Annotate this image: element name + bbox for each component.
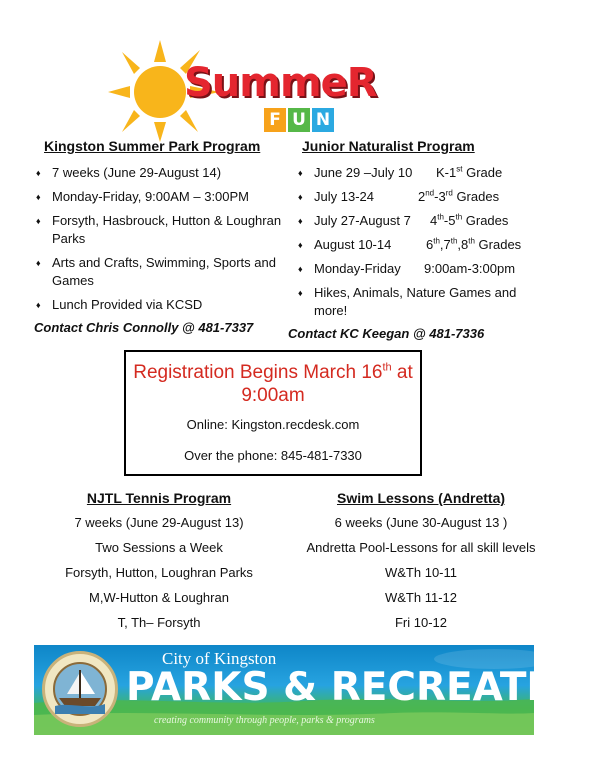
list-item: ♦ Hikes, Animals, Nature Games and more! [296, 284, 551, 320]
naturalist-date: Monday-Friday [314, 261, 401, 276]
park-program-contact: Contact Chris Connolly @ 481-7337 [34, 320, 254, 335]
park-program-section [34, 138, 284, 335]
list-item: W&Th 11-12 [384, 590, 457, 605]
naturalist-date: June 29 –July 10 [314, 165, 413, 180]
swim-section [286, 490, 556, 639]
registration-online[interactable]: Online: Kingston.recdesk.com [186, 417, 360, 432]
city-seal-icon [42, 651, 118, 727]
summer-fun-logo [112, 40, 442, 140]
naturalist-section [288, 138, 551, 341]
banner-title: PARKS & RECREATION [126, 665, 607, 710]
list-item [296, 260, 551, 278]
banner-city-name: City of Kingston [162, 649, 277, 668]
list-item: Andretta Pool-Lessons for all skill levels [306, 540, 536, 555]
parks-recreation-banner [34, 645, 607, 735]
list-item: T, Th– Forsyth [117, 615, 201, 630]
list-item: 7 weeks (June 29-August 13) [74, 515, 244, 530]
banner-tagline: creating community through people, parks & programs [154, 715, 375, 726]
naturalist-title: Junior Naturalist Program [302, 138, 475, 154]
logo-fun-tiles [264, 108, 334, 132]
list-item: ♦ Forsyth, Hasbrouck, Hutton & Loughran Parks [34, 212, 284, 248]
list-item: W&Th 10-11 [384, 565, 457, 580]
list-item: Forsyth, Hutton, Loughran Parks [65, 565, 253, 580]
naturalist-grade: 6th,7th,8th Grades [426, 236, 522, 252]
naturalist-grade: 4th-5th Grades [430, 212, 509, 228]
list-item [296, 236, 551, 254]
naturalist-date: August 10-14 [314, 237, 392, 252]
logo-summer-text: SummeR [184, 60, 377, 106]
naturalist-grade: 9:00am-3:00pm [424, 261, 516, 276]
list-item: Two Sessions a Week [95, 540, 223, 555]
naturalist-grade: K-1st Grade [436, 164, 503, 180]
naturalist-date: July 27-August 7 [314, 213, 411, 228]
park-program-list [34, 164, 284, 314]
park-program-title: Kingston Summer Park Program [44, 138, 261, 154]
list-item [296, 212, 551, 230]
fun-tile-n: N [312, 108, 334, 132]
fun-tile-f: F [264, 108, 286, 132]
list-item: M,W-Hutton & Loughran [89, 590, 229, 605]
list-item: ♦ Lunch Provided via KCSD [34, 296, 284, 314]
naturalist-date: July 13-24 [314, 189, 374, 204]
tennis-title: NJTL Tennis Program [86, 490, 232, 506]
swim-title: Swim Lessons (Andretta) [336, 490, 506, 506]
registration-phone: Over the phone: 845-481-7330 [184, 448, 362, 463]
list-item [296, 164, 551, 182]
naturalist-list [296, 164, 551, 320]
registration-headline: Registration Begins March 16th at 9:00am [133, 361, 413, 406]
tennis-section [34, 490, 284, 639]
list-item: 6 weeks (June 30-August 13 ) [334, 515, 508, 530]
list-item: Fri 10-12 [394, 615, 448, 630]
list-item: ♦ Monday-Friday, 9:00AM – 3:00PM [34, 188, 284, 206]
list-item: ♦ Arts and Crafts, Swimming, Sports and Games [34, 254, 284, 290]
registration-box [124, 350, 422, 476]
fun-tile-u: U [288, 108, 310, 132]
list-item [296, 188, 551, 206]
list-item: ♦ 7 weeks (June 29-August 14) [34, 164, 284, 182]
naturalist-grade: 2nd-3rd Grades [418, 188, 500, 204]
naturalist-contact: Contact KC Keegan @ 481-7336 [288, 326, 485, 341]
